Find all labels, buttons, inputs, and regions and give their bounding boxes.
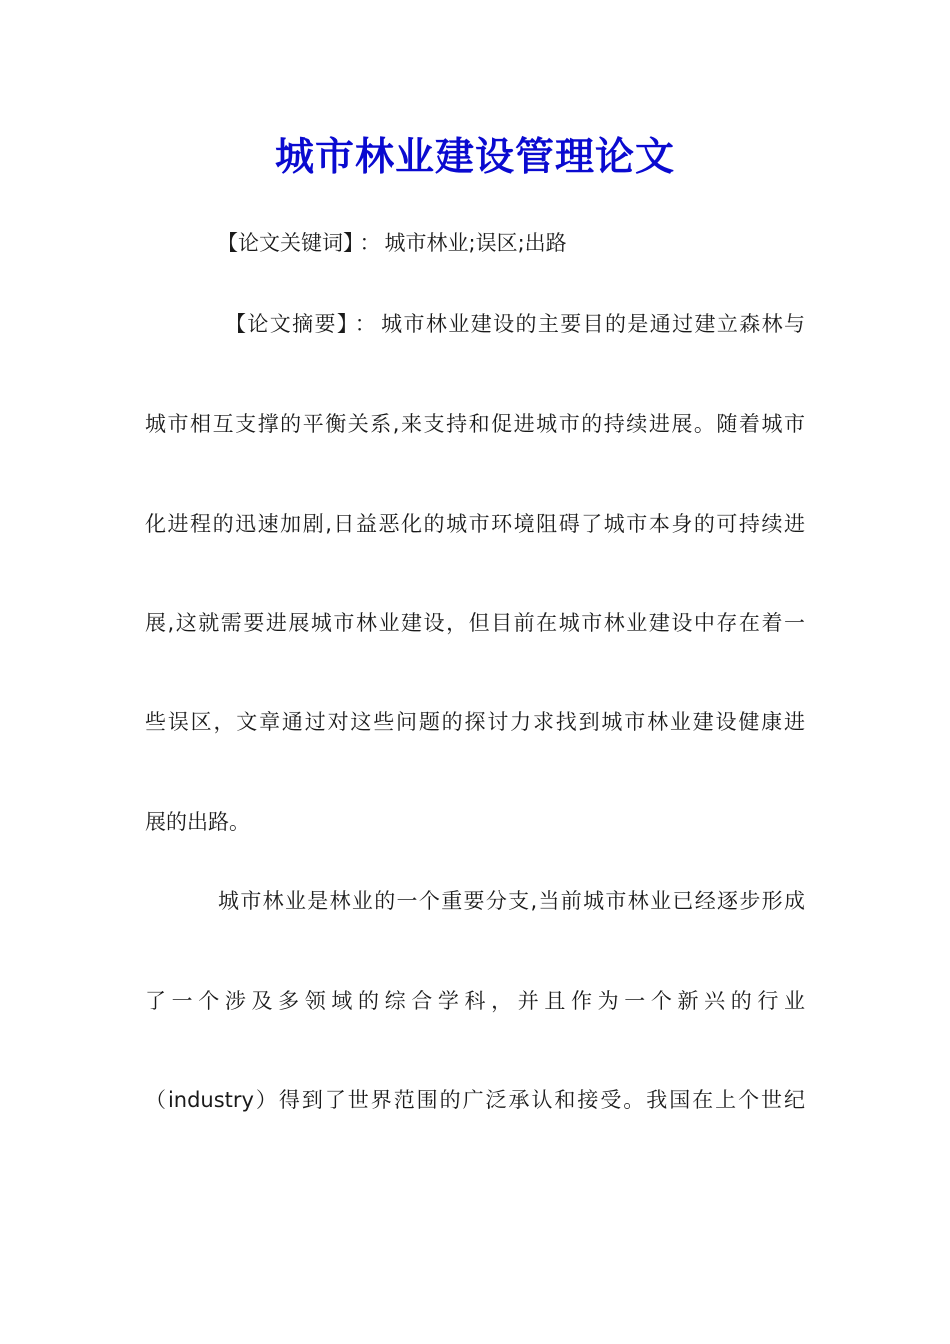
abstract-line: 城市相互支撑的平衡关系,来支持和促进城市的持续进展。随着城市 bbox=[145, 412, 805, 436]
document-title: 城市林业建设管理论文 bbox=[274, 134, 675, 180]
keywords-line bbox=[145, 229, 805, 257]
keywords-value: 城市林业;误区;出路 bbox=[384, 231, 567, 255]
abstract-line-last: 展的出路。 bbox=[145, 810, 250, 834]
abstract-line: 展,这就需要进展城市林业建设，但目前在城市林业建设中存在着一 bbox=[145, 611, 805, 635]
abstract-label: 【论文摘要】 bbox=[225, 312, 349, 336]
keywords-separator: ： bbox=[359, 231, 381, 255]
abstract-line: 化进程的迅速加剧,日益恶化的城市环境阻碍了城市本身的可持续进 bbox=[145, 512, 805, 536]
keywords-label: 【论文关键词】 bbox=[217, 231, 354, 255]
abstract-separator: ： bbox=[354, 312, 378, 336]
abstract-line: 些误区，文章通过对这些问题的探讨力求找到城市林业建设健康进 bbox=[145, 710, 805, 734]
body-line: 了一个涉及多领域的综合学科，并且作为一个新兴的行业 bbox=[145, 989, 805, 1013]
abstract-text-start: 城市林业建设的主要目的是通过建立森林与 bbox=[381, 312, 806, 336]
body-line-first: 城市林业是林业的一个重要分支,当前城市林业已经逐步形成 bbox=[218, 889, 805, 913]
body-line: （industry）得到了世界范围的广泛承认和接受。我国在上个世纪 bbox=[145, 1088, 805, 1112]
abstract-first-line bbox=[225, 310, 805, 338]
